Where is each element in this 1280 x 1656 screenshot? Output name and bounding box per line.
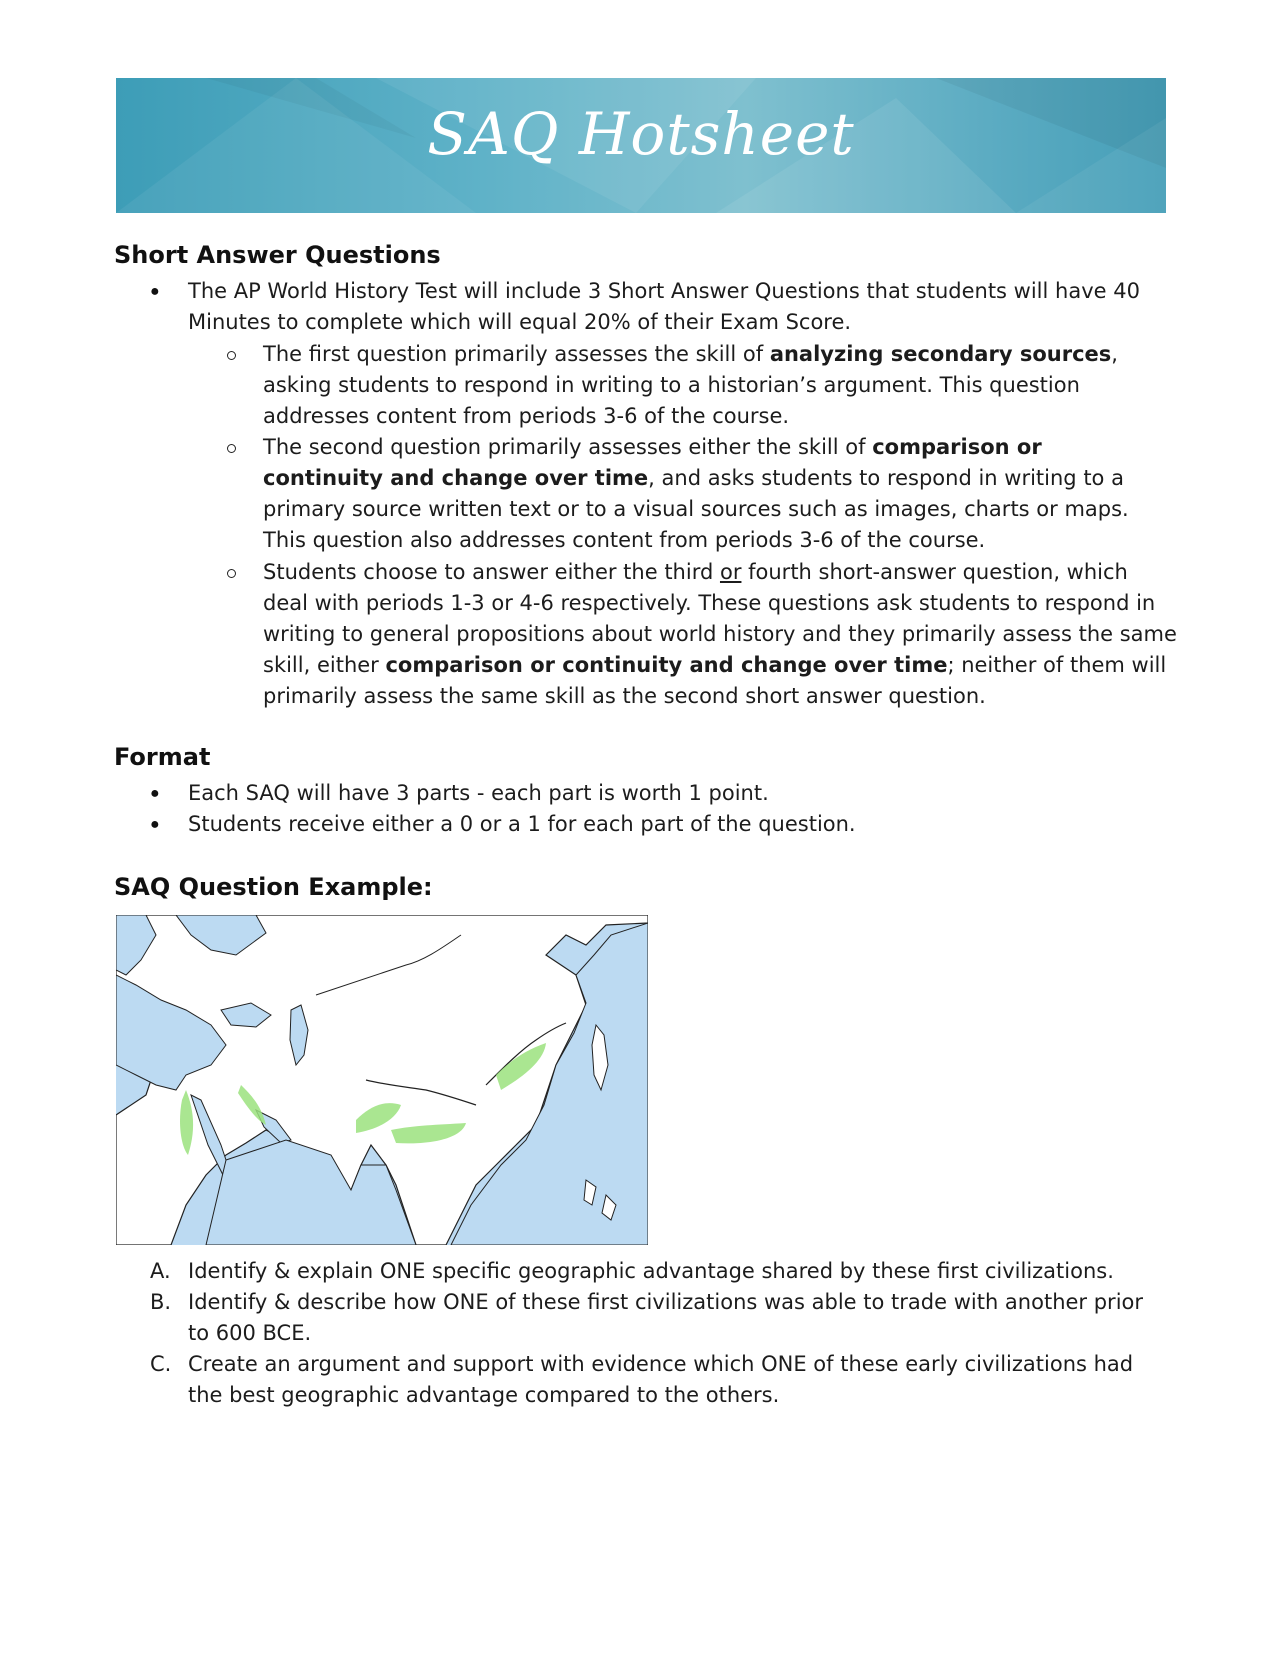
list-letter: A.	[150, 1259, 171, 1283]
section-heading-short-answer: Short Answer Questions	[114, 241, 441, 269]
bullet-dot: ●	[150, 816, 160, 833]
list-item-format-parts: Each SAQ will have 3 parts - each part is worth 1 point.	[188, 781, 769, 805]
section-heading-example: SAQ Question Example:	[114, 873, 433, 901]
underline-run: or	[719, 560, 742, 584]
list-item-test-info: The AP World History Test will include 3 Short Answer Questions that students will have 40 Minutes to complete which will equal 20% of their Exam Score.	[188, 279, 1140, 334]
list-item-second-question	[263, 432, 1168, 556]
sub-bullet-circle	[227, 569, 236, 578]
section-heading-format: Format	[114, 743, 211, 771]
bold-run: comparison or continuity and change over time	[385, 653, 948, 677]
question-item-c: Create an argument and support with evidence which ONE of these early civilizations had the best geographic advantage compared to the others.	[188, 1352, 1134, 1407]
list-item-first-question	[263, 339, 1173, 432]
banner-title: SAQ Hotsheet	[427, 100, 855, 168]
question-item-b: Identify & describe how ONE of these first civilizations was able to trade with another prior to 600 BCE.	[188, 1290, 1144, 1345]
sub-bullet-circle	[227, 351, 236, 360]
bold-run: analyzing secondary sources	[769, 342, 1112, 366]
text-run: Students choose to answer either the third	[263, 560, 720, 584]
question-item-a: Identify & explain ONE specific geographic advantage shared by these first civilizations.	[188, 1259, 1114, 1283]
sub-bullet-circle	[227, 444, 236, 453]
map-graphic	[116, 915, 648, 1245]
text-run: ; neither of them will primarily assess the same skill as the second short answer question.	[263, 653, 1167, 708]
text-run: The second question primarily assesses either the skill of	[263, 435, 873, 459]
list-item-format-scoring: Students receive either a 0 or a 1 for each part of the question.	[188, 812, 856, 836]
river-valley-civilizations-map	[116, 915, 648, 1245]
text-run: , and asks students to respond in writing to a primary source written text or to a visual sources such as images, charts or maps. This question also addresses content from periods 3-6 of the course.	[263, 466, 1129, 552]
list-letter: B.	[150, 1290, 172, 1314]
text-run: , asking students to respond in writing to a historian’s argument. This question addresses content from periods 3-6 of the course.	[263, 342, 1118, 428]
bold-run: comparison or continuity and change over time	[263, 435, 1042, 490]
bullet-dot: ●	[150, 785, 160, 802]
list-letter: C.	[150, 1352, 172, 1376]
text-run: fourth short-answer question, which deal with periods 1-3 or 4-6 respectively. These questions ask students to respond in writing to general propositions about world history and they primarily assess the same skill, either	[263, 560, 1177, 677]
bullet-dot: ●	[150, 283, 160, 300]
list-item-third-fourth-question	[263, 557, 1178, 712]
header-banner	[116, 78, 1166, 213]
text-run: The first question primarily assesses the skill of	[263, 342, 770, 366]
